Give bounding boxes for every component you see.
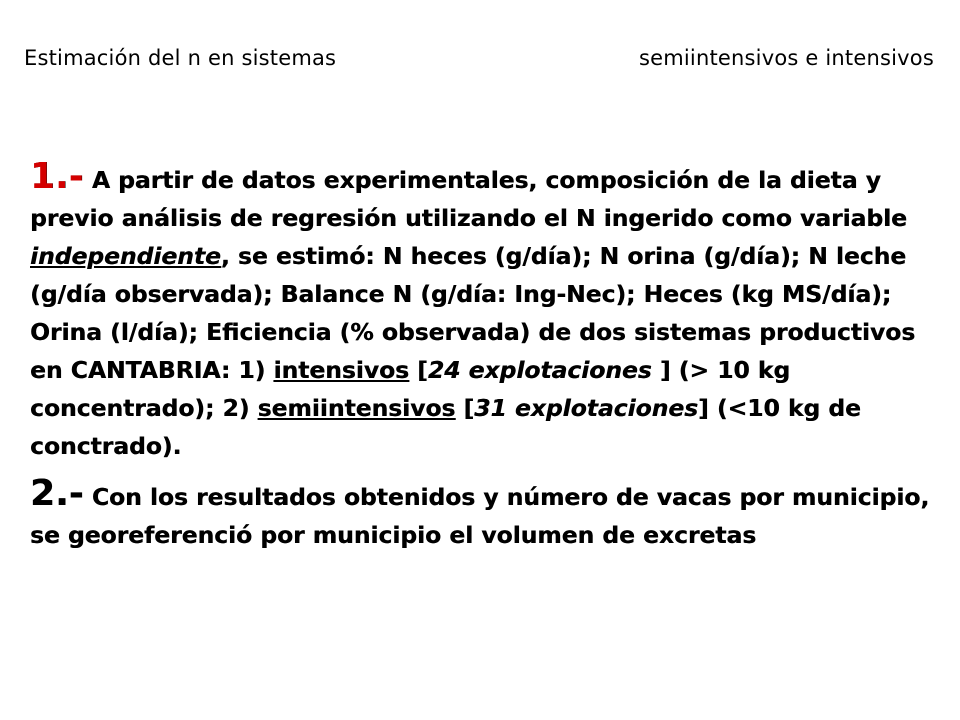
paragraph-1-text-b: , se estimó: N heces (g/día); N orina (g/día); N leche (g/día observada); Balance N (g/día: Ing-Nec); Heces (kg MS/día); Orina (l/día); Eficiencia (% observada) de dos sistemas productivos en CANTABRIA: 1) [30, 242, 916, 384]
paragraph-1-text-c: [ [409, 356, 428, 384]
semiintensive-system-term: semiintensivos [257, 394, 456, 422]
item-number-2: 2.- [30, 473, 84, 514]
paragraph-1-text-a: A partir de datos experimentales, composición de la dieta y previo análisis de regresión utilizando el N ingerido como variable [30, 166, 907, 232]
paragraph-1-text-e: [ [455, 394, 475, 422]
paragraph-1-text-f: ] (<10 kg de conctrado). [30, 394, 861, 460]
header-title-right: semiintensivos e intensivos [638, 46, 934, 70]
slide-body [30, 158, 930, 554]
intensive-system-term: intensivos [273, 356, 409, 384]
paragraph-2-text: Con los resultados obtenidos y número de vacas por municipio, se georeferenció por municipio el volumen de excretas [30, 483, 930, 549]
semiintensive-farm-count: 31 explotaciones [474, 394, 699, 422]
paragraph-2 [30, 475, 930, 554]
paragraph-1-text-d: ] (> 10 kg concentrado); 2) [30, 356, 791, 422]
header-title-left: Estimación del n en sistemas [24, 46, 337, 70]
item-number-1: 1.- [30, 156, 84, 197]
independent-variable-term: independiente [30, 242, 221, 270]
paragraph-1 [30, 158, 930, 465]
intensive-farm-count: 24 explotaciones [427, 356, 652, 384]
